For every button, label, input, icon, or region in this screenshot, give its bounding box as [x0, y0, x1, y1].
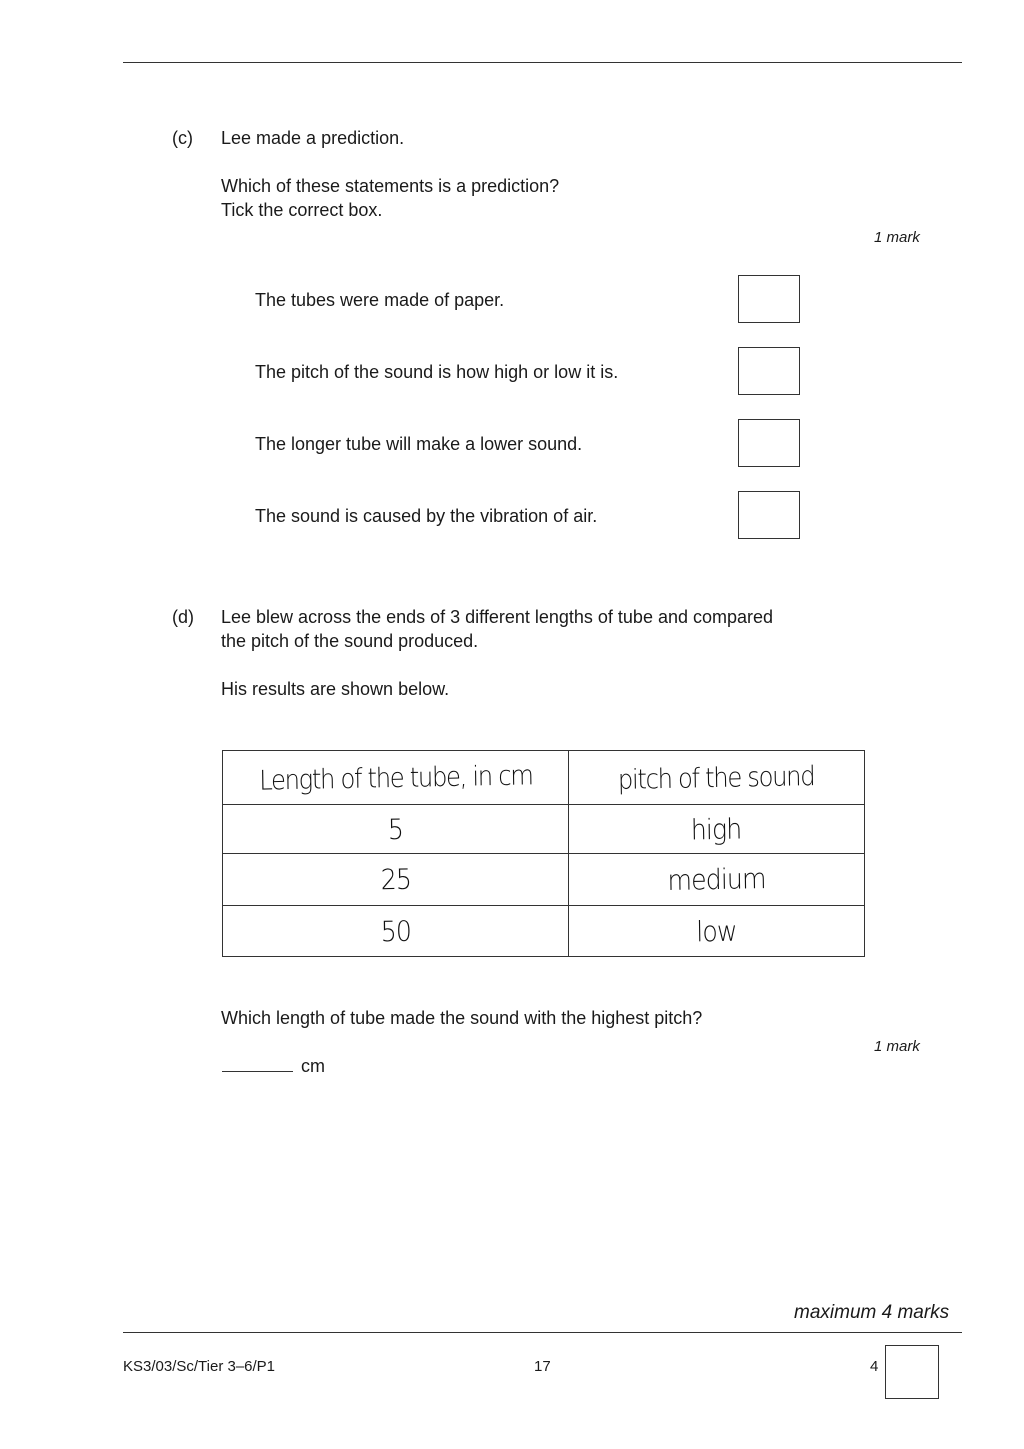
row-3-length: 50	[380, 914, 411, 948]
answer-unit: cm	[301, 1056, 325, 1076]
table-cell	[223, 805, 569, 854]
table-header-cell	[223, 751, 569, 805]
option-3-tickbox[interactable]	[738, 419, 800, 467]
part-d-text-line1: Lee blew across the ends of 3 different lengths of tube and compared	[221, 607, 774, 627]
table-cell	[223, 906, 569, 957]
part-d-marks: 1 mark	[874, 1038, 920, 1055]
table-cell	[223, 854, 569, 906]
bottom-rule	[123, 1332, 962, 1333]
option-2-tickbox[interactable]	[738, 347, 800, 395]
table-row	[223, 906, 865, 957]
top-rule	[123, 62, 962, 63]
part-c-label: (c)	[172, 128, 193, 148]
part-c-question-line2: Tick the correct box.	[221, 200, 383, 220]
table-row	[223, 854, 865, 906]
table-cell	[569, 906, 865, 957]
option-4-tickbox[interactable]	[738, 491, 800, 539]
row-2-pitch: medium	[667, 862, 766, 897]
header-pitch: pitch of the sound	[618, 761, 815, 796]
part-c-marks: 1 mark	[874, 229, 920, 246]
header-length: Length of the tube, in cm	[258, 760, 533, 797]
marks-total: 4	[870, 1358, 879, 1375]
option-2-text: The pitch of the sound is how high or low it is.	[255, 362, 619, 382]
table-cell	[569, 805, 865, 854]
option-1-text: The tubes were made of paper.	[255, 290, 505, 310]
table-row	[223, 805, 865, 854]
table-header-row	[223, 751, 865, 805]
option-1-tickbox[interactable]	[738, 275, 800, 323]
option-3-text: The longer tube will make a lower sound.	[255, 434, 583, 454]
results-table	[222, 750, 865, 957]
paper-code: KS3/03/Sc/Tier 3–6/P1	[123, 1358, 276, 1375]
row-1-pitch: high	[691, 812, 742, 846]
part-c-question-line1: Which of these statements is a prediction?	[221, 176, 560, 196]
answer-field[interactable]	[222, 1071, 293, 1072]
page-number: 17	[534, 1358, 551, 1375]
marks-score-box[interactable]	[885, 1345, 939, 1399]
row-3-pitch: low	[696, 914, 737, 948]
table-header-cell	[569, 751, 865, 805]
part-d-question: Which length of tube made the sound with the highest pitch?	[221, 1008, 703, 1028]
row-2-length: 25	[380, 862, 411, 897]
row-1-length: 5	[387, 812, 404, 846]
maximum-marks: maximum 4 marks	[794, 1302, 950, 1323]
part-d-text-line2: the pitch of the sound produced.	[221, 631, 479, 651]
part-d-label: (d)	[172, 607, 194, 627]
part-c-intro: Lee made a prediction.	[221, 128, 405, 148]
part-d-results-intro: His results are shown below.	[221, 679, 450, 699]
table-cell	[569, 854, 865, 906]
option-4-text: The sound is caused by the vibration of air.	[255, 506, 598, 526]
